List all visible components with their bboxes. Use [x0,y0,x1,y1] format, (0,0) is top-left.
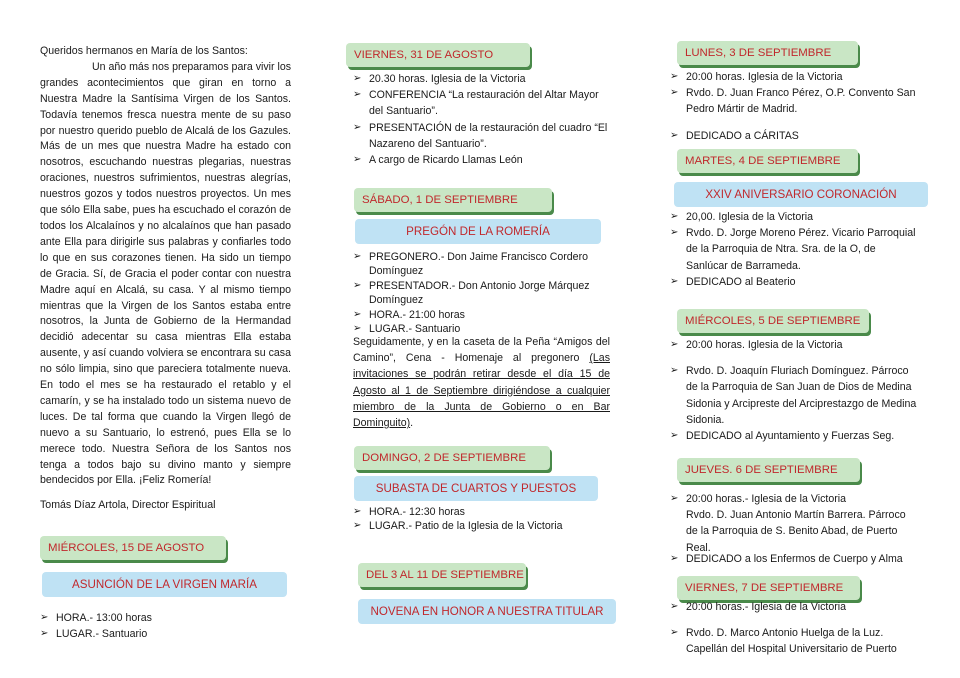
list-item: ➢ 20.30 horas. Iglesia de la Victoria [353,71,611,87]
letter-body: Un año más nos preparamos para vivir los grandes acontecimientos que giran en torno a Nuestra Madre la Santísima Virgen de los Santos. Todavía tenemos fresca nuestra mente de su paso por nuestro querido pueblo de Alcalá de los Gazules. Más de un mes que nuestra Madre ha estado con nosotros, escuchando nuestras plegarias, nuestras oraciones, nuestros sufrimientos, nuestras alegrías, nuestros gozos y todos nuestros proyectos. Un mes que sólo Ella sabe, pues ha escuchado el corazón de todos los Alcalaínos y no alcalaínos que han pasado ante Ella para dirigirle sus palabras y confiarles todo lo que en sus corazones tienen. Ha sido un tiempo de Gracia. Sí, de Gracia el poder contar con nuestra Madre aquí en Alcalá, su casa. Y al mismo tiempo mientras que la Virgen de los Santos estaba entre nosotros, la Junta de Gobierno de la Hermandad decidió adecentar su casa mientras Ella estaba ausente, y así cuando volviera se encontrara su casa no sólo limpia, sino que pareciera totalmente nueva. En todo el mes se ha restaurado el retablo y el camarín, y se ha instalado todo un sistema nuevo de luces. De tal forma que cuando la Virgen llegó de nuevo a su Santuario, lo estrenó, pues Ella se lo merece todo. Nuestra Señora de los Santos nos tenga a todos bajo su divino manto y siempre bendecidos por Ella. ¡Feliz Romería! [40,60,292,487]
event-band-asuncion: ASUNCIÓN DE LA VIRGEN MARÍA [42,572,287,597]
list-item: ➢ 20:00 horas. Iglesia de la Victoria [670,69,920,85]
date-tag-viernes-31: VIERNES, 31 DE AGOSTO [346,43,530,67]
list-item: ➢ Rvdo. D. Juan Franco Pérez, O.P. Convento San Pedro Mártir de Madrid. [670,87,916,116]
list-item: ➢ PREGONERO.- Don Jaime Francisco Cordero Domínguez [353,251,588,278]
list-item: ➢ Rvdo. D. Joaquín Fluriach Domínguez. Párroco de la Parroquia de San Juan de Dios de Medina Sidonia y Arcipreste del Arciprestazgo de Medina Sidonia. [670,365,917,426]
invitation-note: (Las invitaciones se podrán retirar desde el día 15 de Agosto al 1 de Septiembre dirigiéndose a cualquier miembro de la Junta de Gobierno o en Bar Dominguito) [353,352,610,430]
arrow-bullet-icon: ➢ [353,154,362,166]
arrow-bullet-icon: ➢ [670,365,679,377]
arrow-bullet-icon: ➢ [353,308,362,320]
letter [40,44,291,514]
list-item: ➢ LUGAR.- Patio de la Iglesia de la Victoria [353,520,563,533]
date-tag-martes-4: MARTES, 4 DE SEPTIEMBRE [677,149,858,173]
list-jueves-6 [670,491,920,556]
sabado-1-paragraph: Seguidamente, y en la caseta de la Peña “Amigos del Camino”, Cena - Homenaje al pregonero (Las invitaciones se podrán retirar desde el día 15 de Agosto al 1 de Septiembre dirigiéndose a cualquier miembro de la Junta de Gobierno o en Bar Dominguito). [353,336,610,430]
date-tag-domingo-2: DOMINGO, 2 DE SEPTIEMBRE [354,446,550,470]
list-item: ➢ HORA.- 21:00 horas [353,308,465,321]
arrow-bullet-icon: ➢ [40,628,49,640]
list-miercoles-5 [670,337,920,444]
arrow-bullet-icon: ➢ [353,323,362,335]
arrow-bullet-icon: ➢ [40,612,49,623]
arrow-bullet-icon: ➢ [353,279,362,291]
arrow-bullet-icon: ➢ [353,73,362,84]
arrow-bullet-icon: ➢ [670,553,679,564]
list-item: ➢ DEDICADO a CÁRITAS [670,128,920,144]
arrow-bullet-icon: ➢ [353,251,362,262]
list-jueves-6-dedicated [670,551,920,567]
arrow-bullet-icon: ➢ [670,627,679,639]
event-band-pregon: PREGÓN DE LA ROMERÍA [355,219,601,244]
list-item: ➢ CONFERENCIA “La restauración del Altar Mayor del Santuario”. [353,89,599,118]
arrow-bullet-icon: ➢ [353,520,362,532]
list-viernes-7 [670,599,920,658]
arrow-bullet-icon: ➢ [670,430,679,442]
arrow-bullet-icon: ➢ [670,71,679,82]
date-tag-viernes-7: VIERNES, 7 DE SEPTIEMBRE [677,576,860,600]
list-item: ➢ DEDICADO al Ayuntamiento y Fuerzas Seg. [670,428,920,444]
arrow-bullet-icon: ➢ [670,493,679,504]
list-item: ➢ 20:00 horas.- Iglesia de la Victoria [670,491,920,507]
letter-greeting: Queridos hermanos en María de los Santos: [40,45,248,57]
arrow-bullet-icon: ➢ [353,89,362,101]
arrow-bullet-icon: ➢ [670,130,679,141]
date-tag-miercoles-5: MIÉRCOLES, 5 DE SEPTIEMBRE [677,309,869,333]
arrow-bullet-icon: ➢ [670,275,679,287]
list-item: Rvdo. D. Juan Antonio Martín Barrera. Párroco de la Parroquia de S. Benito Abad, de Puerto Real. [686,509,906,554]
list-item: ➢ A cargo de Ricardo Llamas León [353,152,611,168]
date-tag-sabado-1: SÁBADO, 1 DE SEPTIEMBRE [354,188,552,212]
list-item: ➢ HORA.- 12:30 horas [353,506,465,518]
list-item: ➢ DEDICADO al Beaterio [670,274,920,290]
letter-signature: Tomás Díaz Artola, Director Espiritual [40,499,216,512]
event-band-novena: NOVENA EN HONOR A NUESTRA TITULAR [358,599,616,624]
list-item: ➢ Rvdo. D. Marco Antonio Huelga de la Luz. Capellán del Hospital Universitario de Puerto [670,627,897,656]
list-item: ➢ 20:00 horas. Iglesia de la Victoria [670,337,920,353]
arrow-bullet-icon: ➢ [670,87,679,99]
list-lunes-3 [670,69,920,118]
list-item: ➢ LUGAR.- Santuario [40,626,290,642]
list-viernes-31 [353,71,611,168]
list-martes-4 [670,209,920,290]
arrow-bullet-icon: ➢ [353,506,362,517]
event-band-aniversario: XXIV ANIVERSARIO CORONACIÓN [674,182,928,207]
date-tag-miercoles-15: MIÉRCOLES, 15 DE AGOSTO [40,536,226,560]
list-item: ➢ PRESENTACIÓN de la restauración del cuadro “El Nazareno del Santuario”. [353,121,608,150]
list-item: ➢ PRESENTADOR.- Don Antonio Jorge Márquez Domínguez [353,279,590,307]
list-item: ➢ 20,00. Iglesia de la Victoria [670,209,920,225]
date-tag-lunes-3: LUNES, 3 DE SEPTIEMBRE [677,41,858,65]
list-lunes-3-dedicated [670,128,920,144]
arrow-bullet-icon: ➢ [670,339,679,350]
date-tag-del-3-al-11: DEL 3 AL 11 DE SEPTIEMBRE [358,563,526,587]
list-miercoles-15 [40,610,290,642]
date-tag-jueves-6: JUEVES. 6 DE SEPTIEMBRE [677,458,860,482]
event-band-subasta: SUBASTA DE CUARTOS Y PUESTOS [354,476,598,501]
list-sabado-1 [353,250,611,336]
arrow-bullet-icon: ➢ [670,601,679,612]
list-item: ➢ 20:00 horas.- Iglesia de la Victoria [670,599,920,615]
list-domingo-2 [353,505,611,534]
list-item: ➢ DEDICADO a los Enfermos de Cuerpo y Alma [670,551,920,567]
list-item: ➢ HORA.- 13:00 horas [40,610,290,626]
arrow-bullet-icon: ➢ [670,211,679,222]
arrow-bullet-icon: ➢ [353,121,362,133]
arrow-bullet-icon: ➢ [670,227,679,239]
list-item: ➢ Rvdo. D. Jorge Moreno Pérez. Vicario Parroquial de la Parroquia de Ntra. Sra. de la O, de Sanlúcar de Barrameda. [670,227,916,272]
list-item: ➢ LUGAR.- Santuario [353,323,461,336]
